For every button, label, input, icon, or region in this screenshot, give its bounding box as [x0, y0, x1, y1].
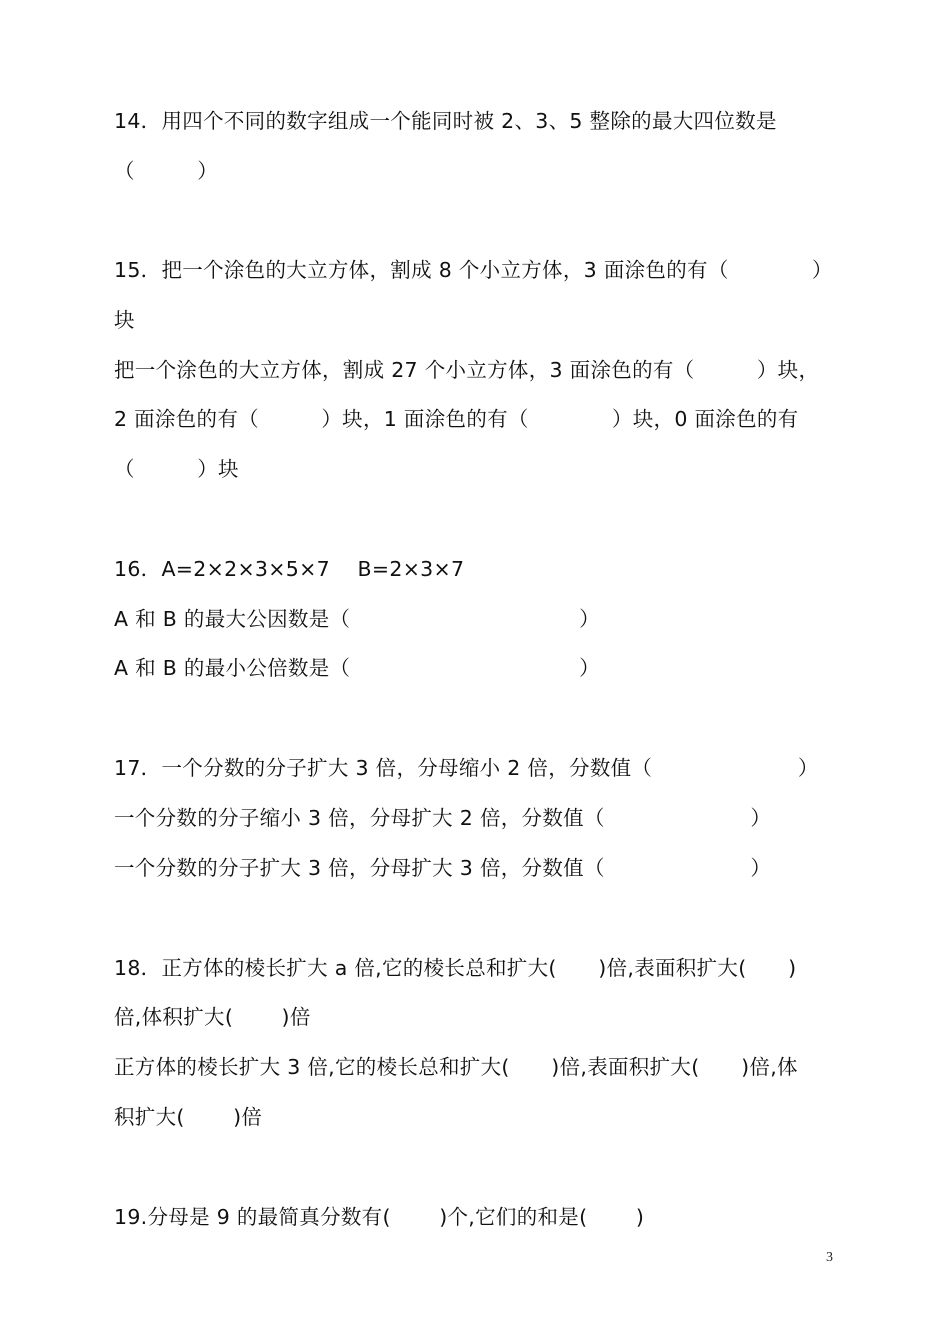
question-19-line-1: 19.分母是 9 的最简真分数有( )个,它们的和是( ) — [114, 1205, 645, 1229]
question-15-line-2: 块 — [114, 308, 135, 332]
question-16-line-1: 16．A=2×2×3×5×7 B=2×3×7 — [114, 557, 465, 581]
question-18-line-2: 倍,体积扩大( )倍 — [114, 1005, 311, 1029]
question-17-line-3: 一个分数的分子扩大 3 倍，分母扩大 3 倍，分数值（ ） — [114, 856, 772, 880]
question-18-line-4: 积扩大( )倍 — [114, 1105, 263, 1129]
question-18-line-1: 18．正方体的棱长扩大 a 倍,它的棱长总和扩大( )倍,表面积扩大( ) — [114, 956, 797, 980]
page-number: 3 — [826, 1250, 833, 1265]
question-15-line-5: （ ）块 — [114, 457, 239, 481]
question-18-line-3: 正方体的棱长扩大 3 倍,它的棱长总和扩大( )倍,表面积扩大( )倍,体 — [114, 1055, 798, 1079]
question-14-line-1: 14．用四个不同的数字组成一个能同时被 2、3、5 整除的最大四位数是 — [114, 109, 777, 133]
question-17-line-1: 17．一个分数的分子扩大 3 倍，分母缩小 2 倍，分数值（ ） — [114, 756, 819, 780]
question-15-line-4: 2 面涂色的有（ ）块，1 面涂色的有（ ）块，0 面涂色的有 — [114, 407, 799, 431]
question-16-gcd-line: A 和 B 的最大公因数是（ ） — [114, 607, 600, 631]
question-17-line-2: 一个分数的分子缩小 3 倍，分母扩大 2 倍，分数值（ ） — [114, 806, 772, 830]
question-14-answer-blank: （ ） — [114, 159, 218, 183]
question-16-lcm-line: A 和 B 的最小公倍数是（ ） — [114, 656, 600, 680]
question-15-line-3: 把一个涂色的大立方体，割成 27 个小立方体，3 面涂色的有（ ）块， — [114, 358, 820, 382]
question-15-line-1: 15．把一个涂色的大立方体，割成 8 个小立方体，3 面涂色的有（ ） — [114, 258, 833, 282]
